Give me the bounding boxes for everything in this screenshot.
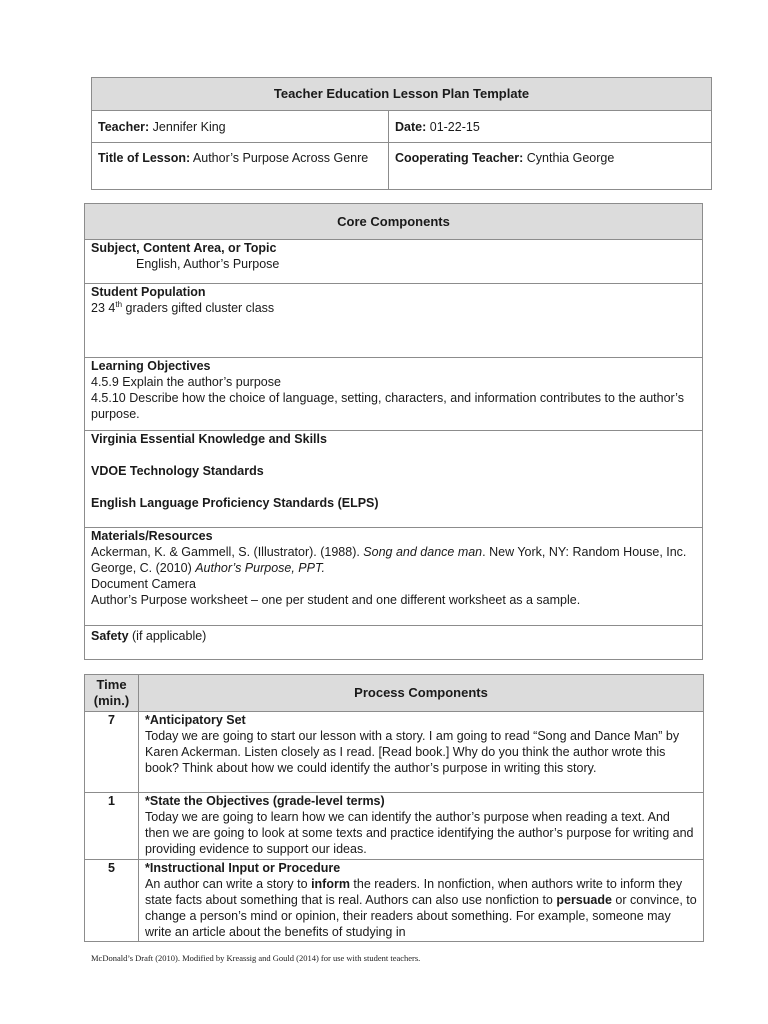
date-cell [389,111,712,143]
template-title: Teacher Education Lesson Plan Template [92,78,712,111]
lesson-title-label: Title of Lesson: [98,151,191,165]
step-text: Today we are going to start our lesson with a story. I am going to read “Song and Dance Man” by Karen Ackerman. Listen closely as I read. [Read book.] Why do you think the author wrote this book? Think about how we could identify the author’s purpose in writing this story. [145,729,680,775]
objectives-cell [85,358,703,431]
population-count: 23 4 [91,301,116,315]
standards-cell [85,431,703,528]
header-table [91,77,712,190]
teacher-value: Jennifer King [149,119,226,134]
objectives-label: Learning Objectives [91,359,211,373]
materials-cell [85,528,703,626]
population-label: Student Population [91,285,206,299]
standard-item: VDOE Technology Standards [91,464,264,478]
step-heading: *Anticipatory Set [145,713,246,727]
date-value: 01-22-15 [426,119,480,134]
step-heading: *State the Objectives (grade-level terms) [145,794,385,808]
step-heading: *Instructional Input or Procedure [145,861,341,875]
time-header: Time (min.) [85,675,139,712]
subject-value: English, Author’s Purpose [136,257,280,271]
time-value: 5 [85,860,139,942]
time-value: 1 [85,793,139,860]
subject-cell [85,240,703,284]
objective-item: 4.5.10 Describe how the choice of language, setting, characters, and information contributes to the author’s purpose. [91,391,684,421]
process-components-title: Process Components [139,675,704,712]
objective-item: 4.5.9 Explain the author’s purpose [91,375,281,389]
lesson-title-cell [92,143,389,190]
instructional-input-cell [139,860,704,942]
population-cell [85,284,703,358]
step-text: An author can write a story to inform the readers. In nonfiction, when authors write to inform they state facts about something that is real. Authors can also use nonfiction to persuade or convince, to change a person’s mind or opinion, their readers about something. For example, someone may write an article about the benefits of studying in [145,877,697,939]
safety-value: (if applicable) [128,629,207,643]
population-description: graders gifted cluster class [122,301,275,315]
cooperating-teacher-cell [389,143,712,190]
process-components-table [84,674,704,942]
core-components-title: Core Components [85,204,703,240]
standard-item: Virginia Essential Knowledge and Skills [91,432,327,446]
safety-label: Safety [91,629,129,643]
lesson-title-value: Author’s Purpose Across Genre [190,151,369,165]
materials-citation-2: George, C. (2010) Author’s Purpose, PPT. [91,561,325,575]
cooperating-teacher-label: Cooperating Teacher: [395,151,524,165]
materials-label: Materials/Resources [91,529,213,543]
safety-cell [85,626,703,660]
standard-item: English Language Proficiency Standards (ELPS) [91,496,379,510]
date-label: Date: [395,119,427,134]
teacher-label: Teacher: [98,119,150,134]
materials-item: Document Camera [91,577,196,591]
core-components-table [84,203,703,660]
page-footer: McDonald’s Draft (2010). Modified by Kreassig and Gould (2014) for use with student teachers. [91,953,421,963]
step-text: Today we are going to learn how we can identify the author’s purpose when reading a text. And then we are going to look at some texts and practice identifying the author’s purpose for writing and providing evidence to support our ideas. [145,810,694,856]
time-value: 7 [85,712,139,793]
teacher-cell [92,111,389,143]
subject-label: Subject, Content Area, or Topic [91,241,277,255]
anticipatory-set-cell [139,712,704,793]
population-ordinal: th [115,299,123,309]
cooperating-teacher-value: Cynthia George [523,151,615,165]
objectives-step-cell [139,793,704,860]
materials-citation-1: Ackerman, K. & Gammell, S. (Illustrator). (1988). Song and dance man. New York, NY: Random House, Inc. [91,545,687,559]
materials-item: Author’s Purpose worksheet – one per student and one different worksheet as a sample. [91,593,581,607]
